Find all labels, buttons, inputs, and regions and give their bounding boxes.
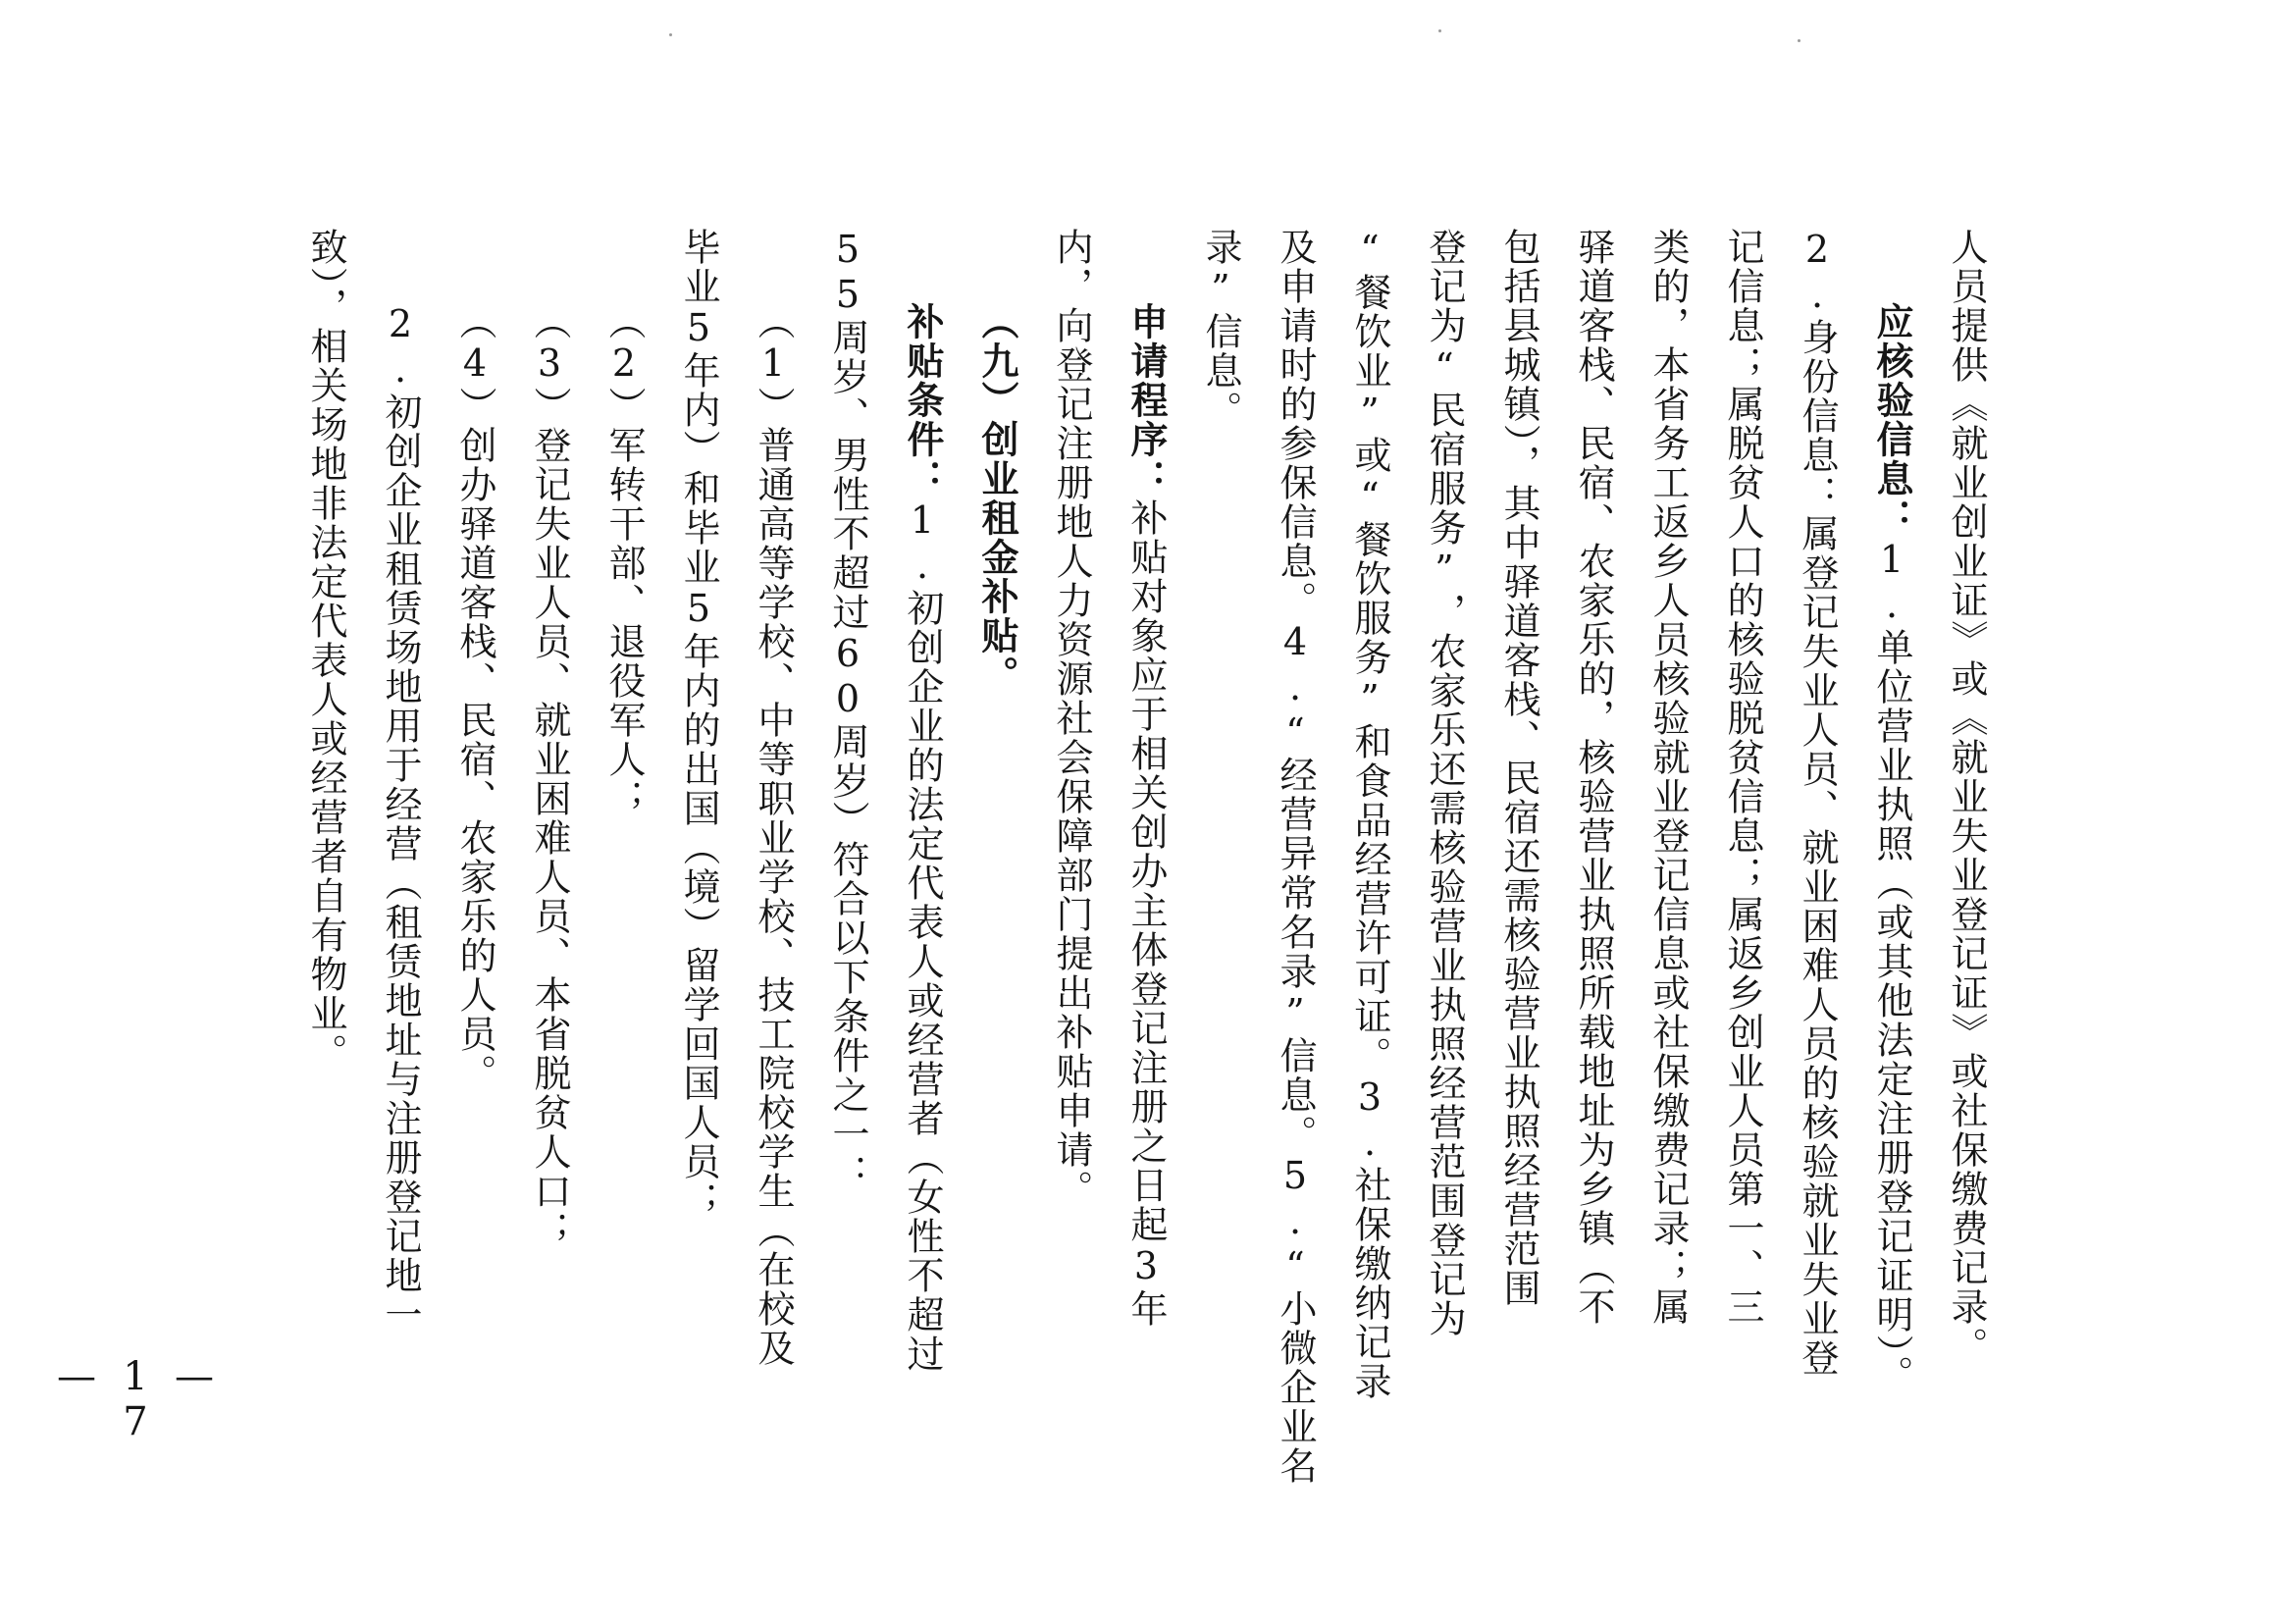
body-text-segment: 1.初创企业的法定代表人或经营者（女性不超过	[901, 498, 944, 1374]
text-line	[1258, 228, 1332, 1486]
text-line	[960, 228, 1034, 1209]
text-line	[1780, 228, 1854, 1378]
body-text-segment: （4）创办驿道客栈、民宿、农家乐的人员。	[453, 302, 496, 1093]
body-text-segment: （3）登记失业人员、就业困难人员、本省脱贫人口；	[528, 302, 571, 1250]
text-line	[885, 228, 960, 1374]
text-line	[438, 228, 512, 1209]
text-line	[288, 228, 363, 1209]
text-line	[1332, 228, 1407, 1401]
text-line	[363, 228, 438, 1335]
body-text-segment: 包括县城镇），其中驿道客栈、民宿还需核验营业执照经营范围	[1497, 228, 1540, 1308]
body-text-segment: 2.身份信息：属登记失业人员、就业困难人员的核验就业失业登	[1796, 228, 1839, 1378]
body-text-segment: 驿道客栈、民宿、农家乐的，核验营业执照所载地址为乡镇（不	[1572, 228, 1615, 1327]
scan-speck	[1798, 39, 1800, 42]
bold-heading-text: （九）创业租金补贴。	[975, 302, 1019, 695]
body-text-segment: 人员提供《就业创业证》或《就业失业登记证》或社保缴费记录。	[1945, 228, 1988, 1366]
text-line	[1705, 228, 1780, 1327]
text-line	[1034, 228, 1109, 1209]
body-text-segment: 55周岁、男性不超过60周岁）符合以下条件之一：	[826, 228, 869, 1193]
body-text-segment: 登记为“民宿服务”，农家乐还需核验营业执照经营范围登记为	[1423, 228, 1466, 1338]
text-line	[1183, 228, 1258, 1209]
text-line	[1556, 228, 1631, 1327]
text-line	[587, 228, 661, 1209]
body-text-segment: “餐饮业”或“餐饮服务”和食品经营许可证。3.社保缴纳记录	[1348, 228, 1391, 1401]
text-line	[736, 228, 810, 1368]
text-line	[1929, 228, 2004, 1366]
body-text-segment: 及申请时的参保信息。4.“经营异常名录”信息。5.“小微企业名	[1274, 228, 1317, 1486]
body-text-segment: 类的，本省务工返乡人员核验就业登记信息或社保缴费记录；属	[1646, 228, 1690, 1327]
body-text-segment: 2.初创企业租赁场地用于经营（租赁地址与注册登记地一	[379, 302, 422, 1335]
bold-heading-text: 应核验信息：	[1870, 302, 1914, 538]
body-text-segment: 内，向登记注册地人力资源社会保障部门提出补贴申请。	[1050, 228, 1093, 1209]
text-line	[1407, 228, 1482, 1338]
scan-speck	[669, 33, 672, 36]
scan-speck	[1438, 29, 1441, 32]
text-line	[1854, 228, 1929, 1394]
body-text-segment: 录”信息。	[1199, 228, 1242, 430]
text-line	[1631, 228, 1705, 1327]
text-line	[661, 228, 736, 1221]
bold-heading-text: 补贴条件：	[901, 302, 945, 498]
page-number: —17—	[54, 1354, 217, 1444]
text-line	[810, 228, 885, 1209]
text-line	[512, 228, 587, 1250]
body-text-segment: （1）普通高等学校、中等职业学校、技工院校学生（在校及	[752, 302, 795, 1368]
body-text-segment: 记信息；属脱贫人口的核验脱贫信息；属返乡创业人员第一、三	[1721, 228, 1764, 1327]
body-text-segment: 1.单位营业执照（或其他法定注册登记证明）。	[1870, 538, 1913, 1394]
body-text-segment: （2）军转干部、退役军人；	[602, 302, 646, 818]
bold-heading-text: 申请程序：	[1124, 302, 1169, 498]
body-text-segment: 补贴对象应于相关创办主体登记注册之日起3年	[1124, 498, 1168, 1329]
text-line	[1482, 228, 1556, 1308]
text-line	[1109, 228, 1183, 1329]
body-text	[288, 228, 2004, 1486]
body-text-segment: 毕业5年内）和毕业5年内的出国（境）留学回国人员；	[677, 228, 720, 1221]
body-text-segment: 致），相关场地非法定代表人或经营者自有物业。	[304, 228, 347, 1073]
